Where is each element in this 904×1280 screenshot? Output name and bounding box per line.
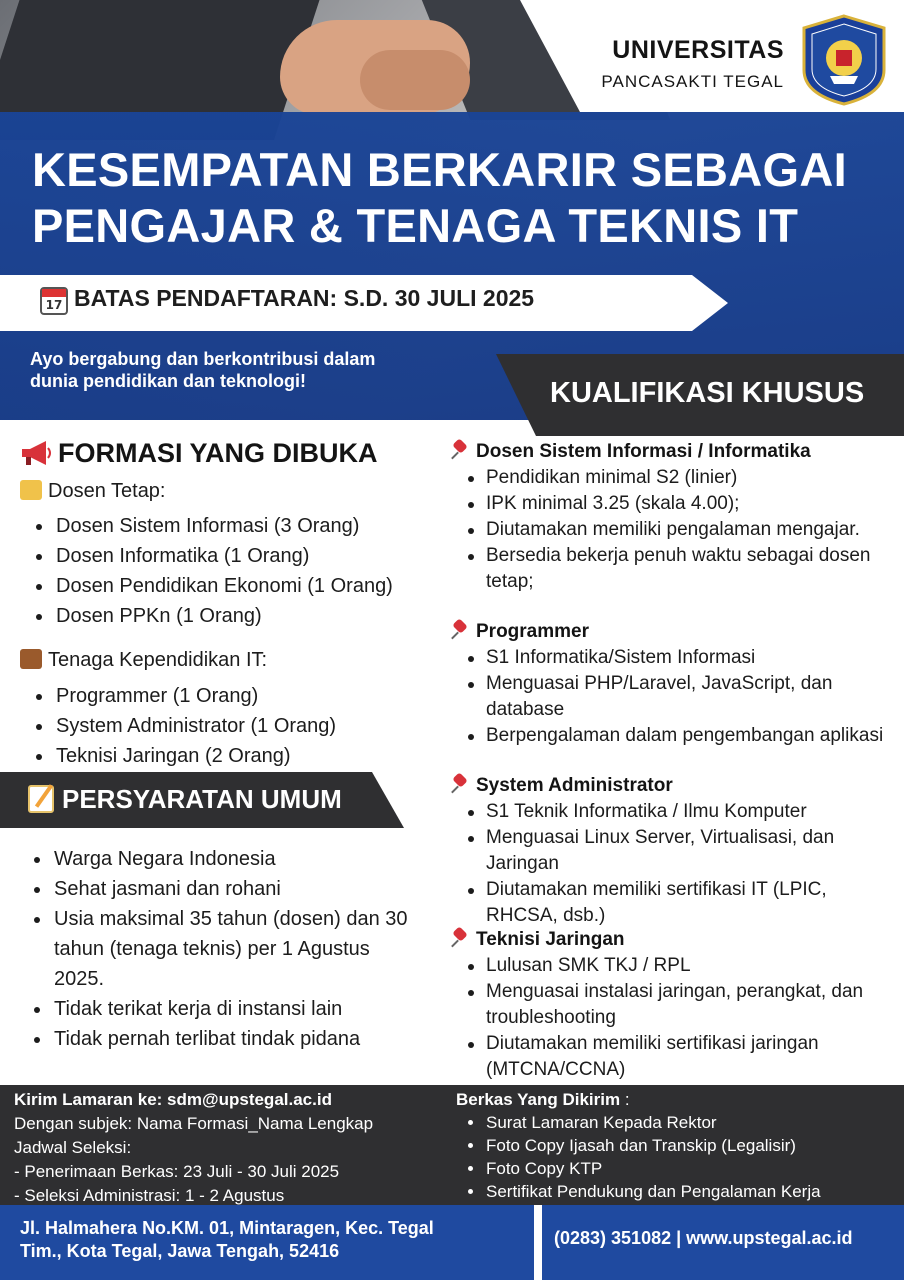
university-seal-icon [800, 14, 888, 106]
memo-icon [28, 785, 54, 813]
list-item: Bersedia bekerja penuh waktu sebagai dosen tetap; [466, 543, 898, 595]
pushpin-icon [452, 775, 470, 793]
registration-deadline: BATAS PENDAFTARAN: S.D. 30 JULI 2025 [74, 285, 535, 311]
list-item: Sertifikat Pendukung dan Pengalaman Kerja [456, 1180, 901, 1203]
invitation-text: Ayo bergabung dan berkontribusi dalam dunia pendidikan dan teknologi! [30, 349, 376, 391]
qualification-list-teknisi [466, 953, 898, 1083]
page-title: KESEMPATAN BERKARIR SEBAGAI PENGAJAR & TENAGA TEKNIS IT [32, 143, 847, 252]
list-item: IPK minimal 3.25 (skala 4.00); [466, 491, 898, 517]
teacher-icon [20, 480, 42, 500]
list-item: Surat Lamaran Kepada Rektor [456, 1111, 901, 1134]
formasi-title: FORMASI YANG DIBUKA [58, 438, 378, 468]
list-item: S1 Informatika/Sistem Informasi [466, 645, 898, 671]
documents-heading: Berkas Yang Dikirim [456, 1090, 621, 1109]
qualification-banner-title: KUALIFIKASI KHUSUS [550, 377, 865, 409]
list-item: Usia maksimal 35 tahun (dosen) dan 30 tahun (tenaga teknis) per 1 Agustus 2025. [34, 904, 424, 994]
list-item: Foto Copy KTP [456, 1157, 901, 1180]
list-item: Tidak pernah terlibat tindak pidana [34, 1024, 424, 1054]
qualification-heading: System Administrator [452, 775, 673, 797]
list-item: Warga Negara Indonesia [34, 844, 424, 874]
application-email: Kirim Lamaran ke: sdm@upstegal.ac.id [14, 1090, 332, 1109]
list-item: Berpengalaman dalam pengembangan aplikasi [466, 723, 898, 749]
list-item: Diutamakan memiliki pengalaman mengajar. [466, 517, 898, 543]
pushpin-icon [452, 621, 470, 639]
campus-address: Jl. Halmahera No.KM. 01, Mintaragen, Kec. Tegal Tim., Kota Tegal, Jawa Tengah, 52416 [20, 1218, 434, 1261]
documents-section: Berkas Yang Dikirim : Surat Lamaran Kepada Rektor Foto Copy Ijasah dan Transkip (Legalisir) Foto Copy KTP Sertifikat Pendukung dan Pengalaman Kerja [456, 1088, 901, 1203]
requirements-title: PERSYARATAN UMUM [62, 784, 342, 814]
list-item: System Administrator (1 Orang) [36, 711, 336, 741]
list-item: Foto Copy Ijasah dan Transkip (Legalisir) [456, 1134, 901, 1157]
qualification-list-programmer [466, 645, 898, 749]
list-item: Programmer (1 Orang) [36, 681, 336, 711]
list-item: Dosen PPKn (1 Orang) [36, 601, 393, 631]
list-item: Diutamakan memiliki sertifikasi jaringan (MTCNA/CCNA) [466, 1031, 898, 1083]
schedule-heading: Jadwal Seleksi: [14, 1138, 132, 1157]
list-item: Sehat jasmani dan rohani [34, 874, 424, 904]
list-item: Menguasai instalasi jaringan, perangkat, dan troubleshooting [466, 979, 898, 1031]
email-subject: Dengan subjek: Nama Formasi_Nama Lengkap [14, 1114, 374, 1133]
list-item: Dosen Informatika (1 Orang) [36, 541, 393, 571]
list-item: Lulusan SMK TKJ / RPL [466, 953, 898, 979]
qualification-heading: Dosen Sistem Informasi / Informatika [452, 441, 811, 463]
list-item: Menguasai PHP/Laravel, JavaScript, dan database [466, 671, 898, 723]
application-instructions [14, 1088, 454, 1208]
calendar-icon: 17 [40, 287, 68, 315]
tendik-heading: Tenaga Kependidikan IT: [20, 649, 267, 672]
dosen-heading: Dosen Tetap: [20, 480, 166, 503]
pushpin-icon [452, 929, 470, 947]
list-item: Teknisi Jaringan (2 Orang) [36, 741, 336, 771]
list-item: Dosen Pendidikan Ekonomi (1 Orang) [36, 571, 393, 601]
qualification-heading: Programmer [452, 621, 589, 643]
tendik-list [36, 681, 336, 771]
qualification-list-dosen [466, 465, 898, 595]
schedule-item: - Penerimaan Berkas: 23 Juli - 30 Juli 2025 [14, 1162, 340, 1181]
university-title: UNIVERSITAS [612, 36, 784, 64]
megaphone-icon [20, 440, 52, 466]
university-subtitle: PANCASAKTI TEGAL [601, 72, 784, 91]
dosen-list [36, 511, 393, 631]
qualification-list-sysadmin [466, 799, 898, 929]
contact-info: (0283) 351082 | www.upstegal.ac.id [554, 1228, 853, 1248]
list-item: S1 Teknik Informatika / Ilmu Komputer [466, 799, 898, 825]
requirements-list [34, 844, 424, 1054]
list-item: Dosen Sistem Informasi (3 Orang) [36, 511, 393, 541]
footer-divider [534, 1205, 542, 1280]
list-item: Diutamakan memiliki sertifikasi IT (LPIC, RHCSA, dsb.) [466, 877, 898, 929]
documents-list [456, 1111, 901, 1203]
list-item: Pendidikan minimal S2 (linier) [466, 465, 898, 491]
list-item: Menguasai Linux Server, Virtualisasi, dan Jaringan [466, 825, 898, 877]
schedule-item: - Seleksi Administrasi: 1 - 2 Agustus [14, 1186, 285, 1205]
qualification-heading: Teknisi Jaringan [452, 929, 625, 951]
pushpin-icon [452, 441, 470, 459]
list-item: Tidak terikat kerja di instansi lain [34, 994, 424, 1024]
briefcase-icon [20, 649, 42, 669]
